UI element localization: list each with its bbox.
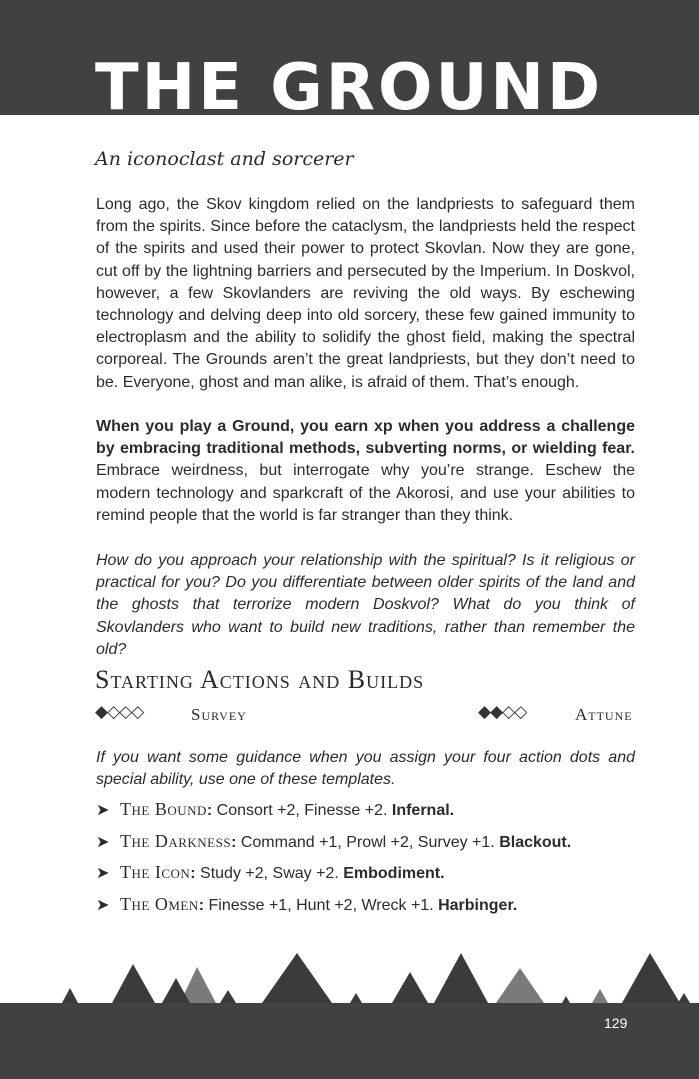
mountain-peak xyxy=(678,993,690,1003)
guidance-paragraph: If you want some guidance when you assign your four action dots and special ability, use one of these templates. xyxy=(96,749,635,789)
mountain-peak xyxy=(112,964,155,1003)
page-number: 129 xyxy=(604,1015,628,1031)
mountain-peak xyxy=(350,993,362,1003)
build-name: The Bound xyxy=(120,799,207,819)
arrow-bullet-icon: ➤ xyxy=(96,865,110,883)
survey-action-label: Survey xyxy=(191,705,247,724)
mountain-peak xyxy=(622,953,680,1003)
mountain-peak xyxy=(562,996,570,1003)
build-name: The Omen xyxy=(120,893,199,914)
arrow-bullet-icon: ➤ xyxy=(96,896,110,914)
survey-rating-dots: ◆◇◇◇ xyxy=(95,702,144,721)
arrow-bullet-icon: ➤ xyxy=(96,833,110,851)
attune-action-label: Attune xyxy=(575,705,633,724)
mountain-peak xyxy=(496,968,544,1003)
mountain-peak xyxy=(592,989,608,1003)
build-name: The Icon xyxy=(120,862,191,883)
build-item: ➤ The Darkness: Command +1, Prowl +2, Survey +1. Blackout. xyxy=(96,830,572,851)
xp-trigger-text: When you play a Ground, you earn xp when you address a challenge by embracing traditional methods, subverting norms, or wielding fear. xyxy=(96,418,635,458)
mountain-peak xyxy=(392,972,428,1003)
build-item: ➤ The Bound: Consort +2, Finesse +2. Infernal. xyxy=(96,799,455,819)
build-item: ➤ The Omen: Finesse +1, Hunt +2, Wreck +1. Harbinger. xyxy=(96,893,518,914)
footer-band xyxy=(0,1003,699,1079)
build-ability: Embodiment. xyxy=(343,865,445,883)
attune-rating-dots: ◆◆◇◇ xyxy=(478,702,527,721)
section-heading: Starting Actions and Builds xyxy=(95,665,425,694)
build-stats: Finesse +1, Hunt +2, Wreck +1. xyxy=(204,896,439,914)
mountain-peak xyxy=(62,988,78,1003)
subtitle: An iconoclast and sorcerer xyxy=(95,148,354,170)
starting-actions xyxy=(95,702,635,726)
questions-paragraph: How do you approach your relationship with the spiritual? Is it religious or practical for you? Do you differentiate between older spirits of the land and the ghosts that terrorize modern Doskvol? What do you think of Skovlanders who want to build new traditions, rather than remember the old? xyxy=(96,552,635,658)
build-item: ➤ The Icon: Study +2, Sway +2. Embodiment. xyxy=(96,862,445,883)
xp-paragraph xyxy=(96,416,635,527)
page-title: THE GROUND xyxy=(95,51,604,125)
build-ability: Blackout. xyxy=(499,833,572,851)
mountain-peak xyxy=(262,953,332,1003)
intro-paragraph: Long ago, the Skov kingdom relied on the landpriests to safeguard them from the spirits. Since before the cataclysm, the landpriests held the respect of the spirits and used their power to protect Skovlan. Now they are gone, cut off by the lightning barriers and persecuted by the Imperium. In Doskvol, however, a few Skovlanders are reviving the old ways. By eschewing technology and delving deep into old sorcery, these few gained immunity to electroplasm and the ability to solidify the ghost field, making the spectral corporeal. The Grounds aren’t the great landpriests, but they don’t need to be. Everyone, ghost and man alike, is afraid of them. That’s enough. xyxy=(96,196,635,391)
build-ability: Infernal. xyxy=(391,802,455,819)
mountain-silhouette xyxy=(0,940,699,1010)
build-stats: Command +1, Prowl +2, Survey +1. xyxy=(236,833,500,851)
build-stats: Consort +2, Finesse +2. xyxy=(212,802,392,819)
build-name: The Darkness xyxy=(120,830,232,851)
build-stats: Study +2, Sway +2. xyxy=(195,865,344,883)
mountain-peak xyxy=(220,990,236,1003)
xp-guidance-text: Embrace weirdness, but interrogate why you’re strange. Eschew the modern technology and sparkcraft of the Akorosi, and use your abilities to remind people that the world is far stranger than they think. xyxy=(96,462,635,524)
build-list xyxy=(96,799,636,925)
build-ability: Harbinger. xyxy=(438,896,518,914)
arrow-bullet-icon: ➤ xyxy=(96,802,110,819)
mountain-peak xyxy=(162,978,190,1003)
